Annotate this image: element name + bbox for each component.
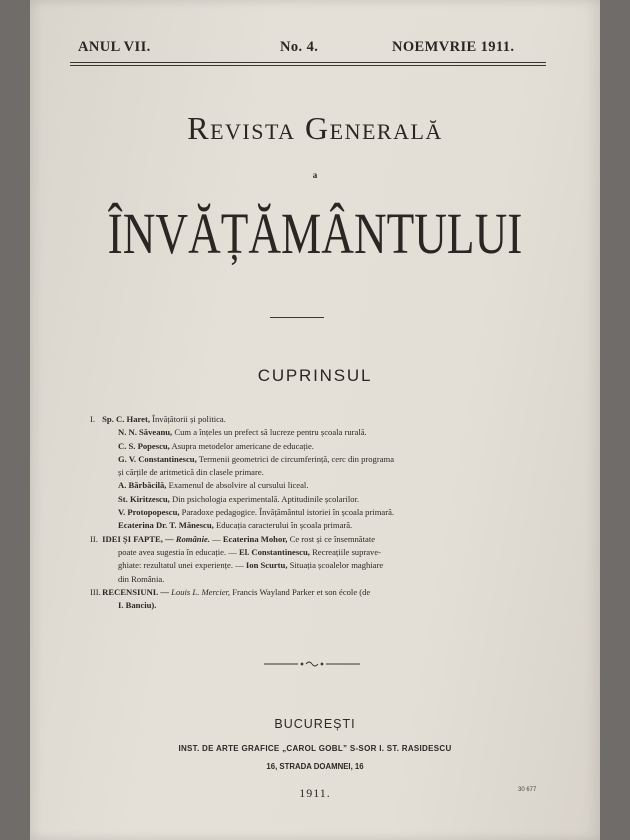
title-line-2: ÎNVĂȚĂMÂNTULUI xyxy=(107,201,523,266)
catalog-code: 30 677 xyxy=(518,787,537,793)
volume-label: ANUL VII. xyxy=(78,39,151,55)
toc-entry: N. N. Săveanu, Cum a înțeles un prefect să lucreze pentru școala rurală. xyxy=(118,427,367,438)
masthead-rule-top xyxy=(70,62,546,63)
toc-entry: II. IDEI ȘI FAPTE, — Românie. — Ecaterina Mohor, Ce rost și ce însemnătate xyxy=(90,533,376,544)
toc-entry: III. RECENSIUNI. — Louis L. Mercier, Francis Wayland Parker et son école (de xyxy=(90,586,371,597)
printer-name: INST. DE ARTE GRAFICE „CAROL GOBL” S-SOR I. ST. RASIDESCU xyxy=(178,744,452,753)
title-connector: a xyxy=(312,170,318,180)
toc-entry: G. V. Constantinescu, Termenii geometrici de circumferință, cerc din programa xyxy=(118,453,395,464)
masthead-rule-bottom xyxy=(70,65,546,66)
publisher-city: BUCUREȘTI xyxy=(274,717,356,731)
masthead xyxy=(70,37,550,59)
toc-entry: C. S. Popescu, Asupra metodelor americane de educație. xyxy=(118,440,314,451)
publication-year: 1911. xyxy=(299,786,331,800)
issue-number: No. 4. xyxy=(280,39,319,55)
title-divider xyxy=(270,317,324,318)
issue-date: NOEMVRIE 1911. xyxy=(392,39,515,55)
toc-entry-continuation: din România. xyxy=(118,573,165,584)
toc-entry: A. Bărbăcilă, Examenul de absolvire al cursului liceal. xyxy=(118,480,309,491)
journal-page xyxy=(30,0,600,840)
toc-entry-continuation: ghiate: rezultatul unei experiențe. — Ion Scurtu, Situația școalelor maghiare xyxy=(118,560,384,571)
toc-entry: V. Protopopescu, Paradoxe pedagogice. Învățământul istoriei în școala primară. xyxy=(118,507,395,518)
contents-heading: CUPRINSUL xyxy=(257,366,373,385)
toc-entry: I. Sp. C. Haret, Învățătorii și politica. xyxy=(90,414,226,424)
title-line-1: Revista Generală xyxy=(187,110,443,146)
toc-entry-continuation: I. Banciu). xyxy=(118,600,157,611)
toc-entry: Ecaterina Dr. T. Mănescu, Educația caracterului în școala primară. xyxy=(118,520,353,531)
toc-entry: St. Kiritzescu, Din psichologia experimentală. Aptitudinile școlarilor. xyxy=(118,493,360,504)
toc-entry-continuation: poate avea sugestia în educație. — El. Constantinescu, Recreațiile suprave- xyxy=(118,546,382,557)
table-of-contents xyxy=(90,413,560,612)
flourish-ornament xyxy=(262,658,362,670)
printer-address: 16, STRADA DOAMNEI, 16 xyxy=(266,762,364,771)
toc-entry-continuation: și cărțile de aritmetică din clasele primare. xyxy=(118,467,264,478)
